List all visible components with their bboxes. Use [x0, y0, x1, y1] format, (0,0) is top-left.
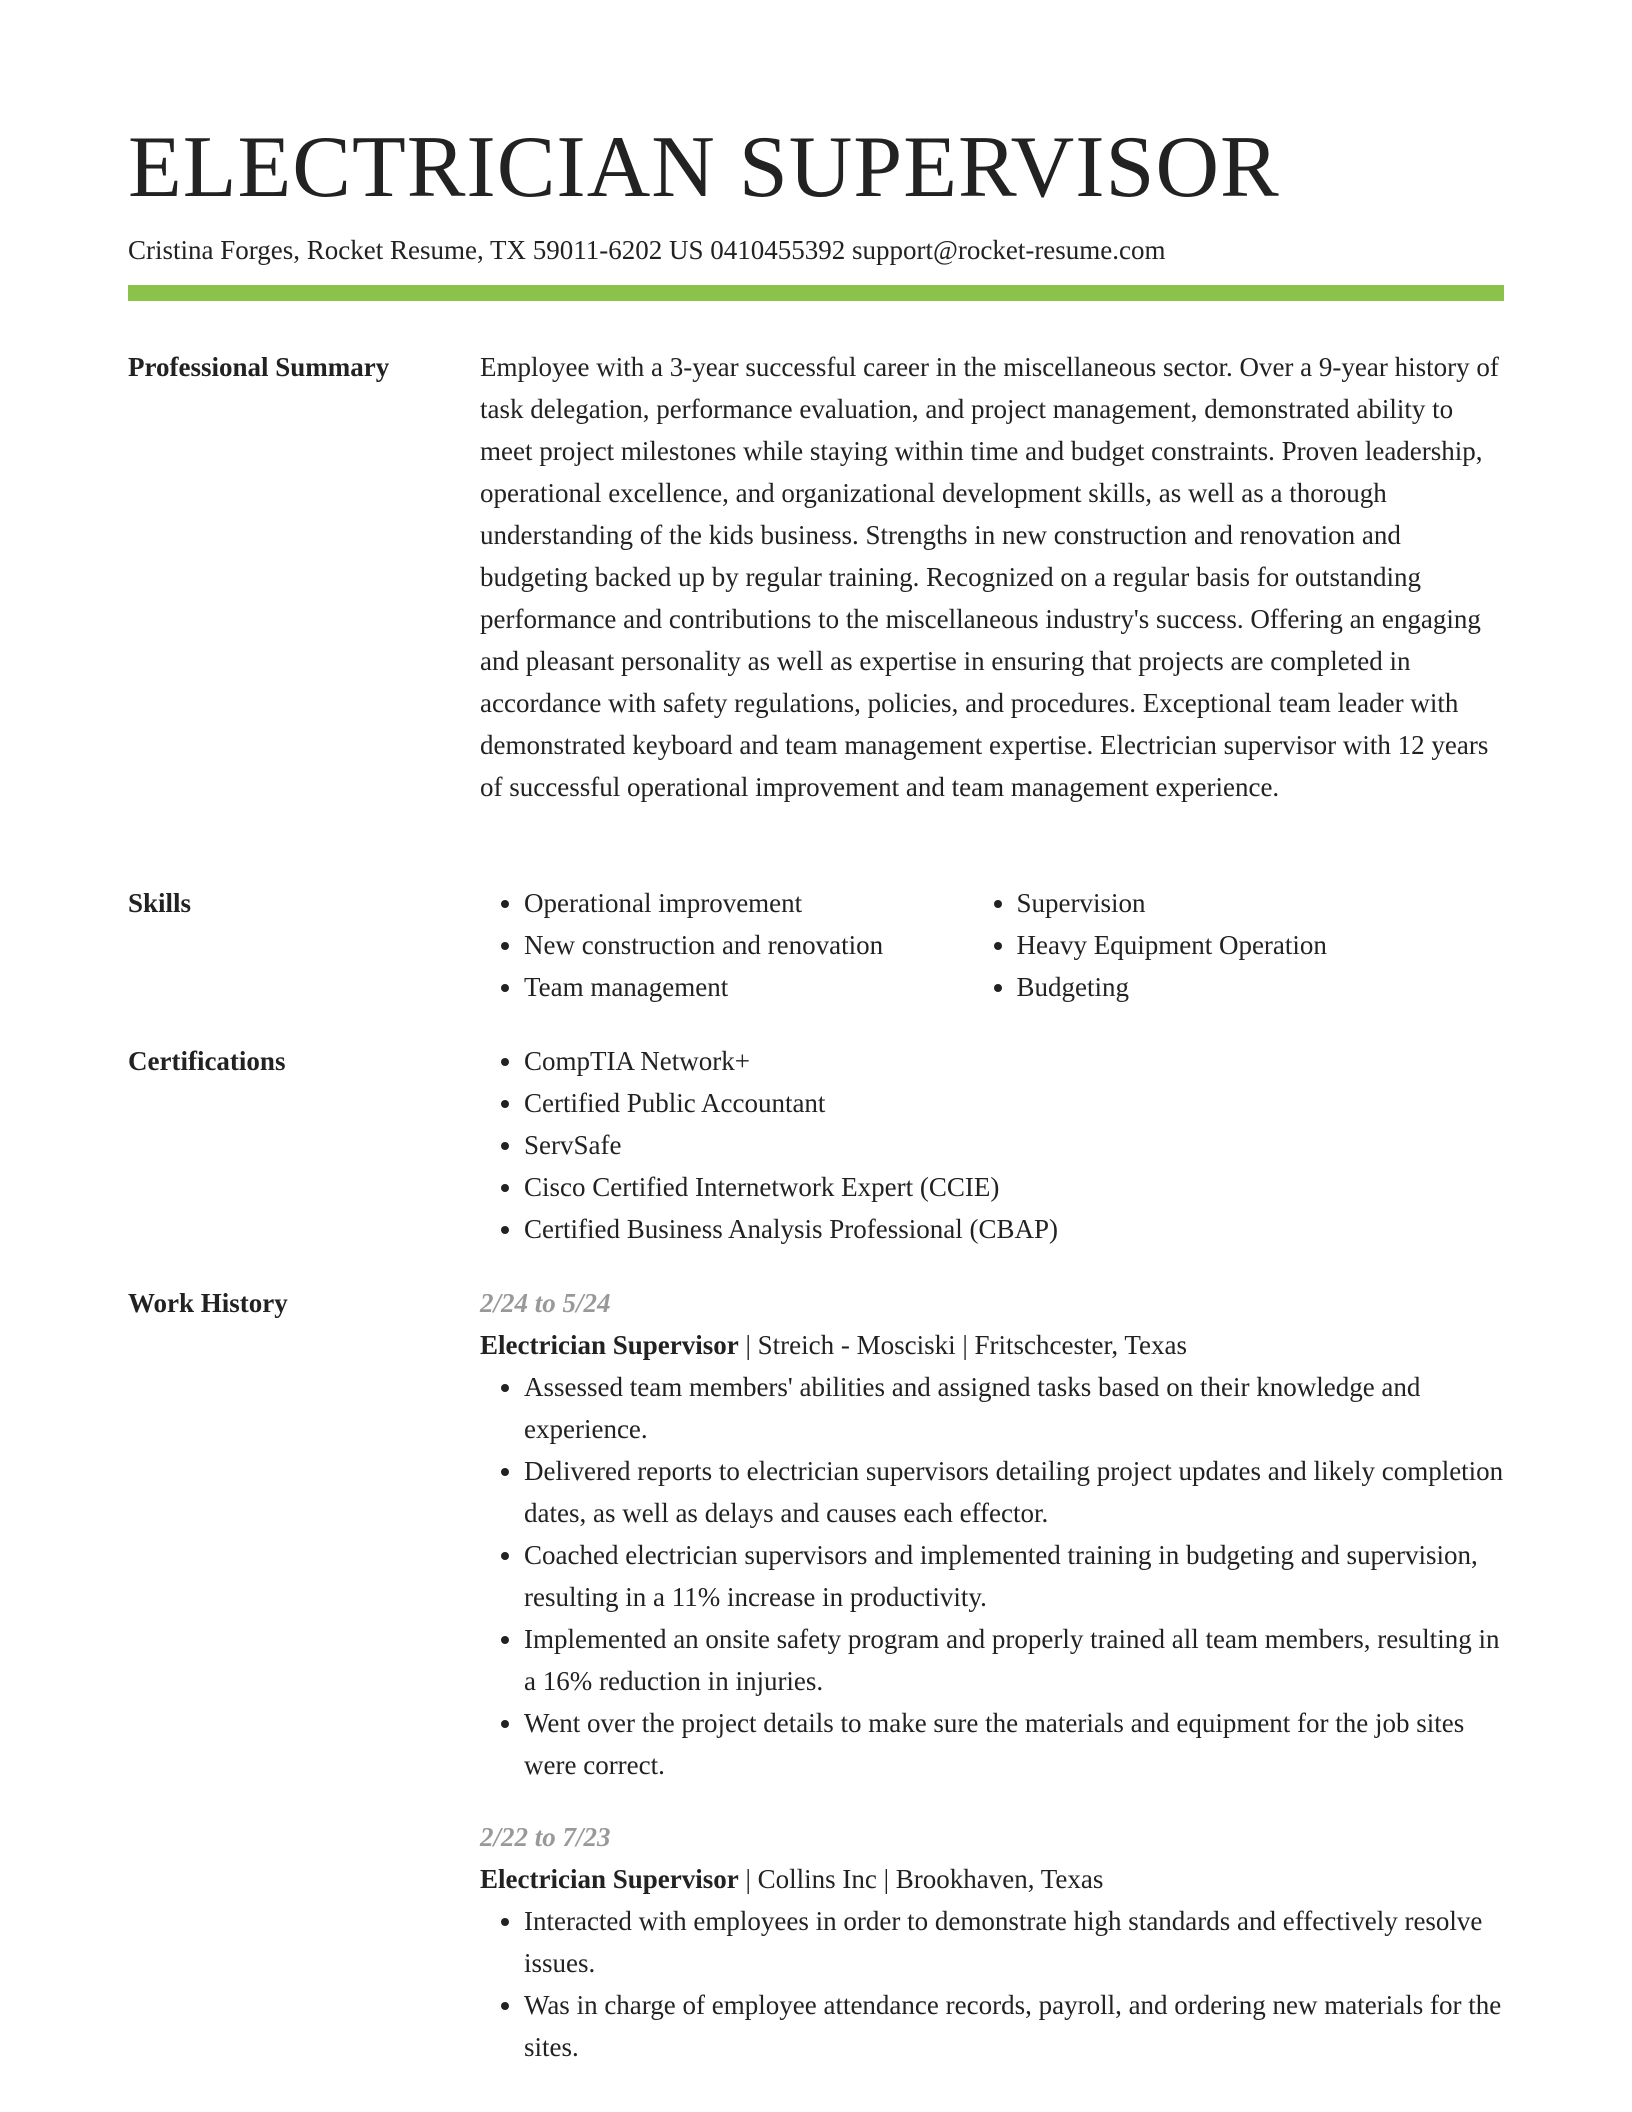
contact-line — [128, 232, 1166, 268]
skill-item: • Budgeting — [1017, 966, 1505, 1008]
job-bullets — [480, 1366, 1504, 1786]
skill-item: • Heavy Equipment Operation — [1017, 924, 1505, 966]
certifications-label: Certifications — [128, 1046, 286, 1076]
job-dates: 2/22 to 7/23 — [480, 1822, 611, 1852]
contact-phone: 0410455392 — [710, 235, 846, 265]
skill-item: • Supervision — [1017, 882, 1505, 924]
summary-text: Employee with a 3-year successful career in the miscellaneous sector. Over a 9-year history of task delegation, performance evaluation, and project management, demonstrated ability to meet project milestones while staying within time and budget constraints. Proven leadership, operational excellence, and organizational development skills, as well as a thorough understanding of the kids business. Strengths in new construction and renovation and budgeting backed up by regular training. Recognized on a regular basis for outstanding performance and contributions to the miscellaneous industry's success. Offering an engaging and pleasant personality as well as expertise in ensuring that projects are completed in accordance with safety regulations, policies, and procedures. Exceptional team leader with demonstrated keyboard and team management expertise. Electrician supervisor with 12 years of successful operational improvement and team management experience. — [480, 352, 1499, 802]
work-history-label: Work History — [128, 1288, 288, 1318]
summary-label: Professional Summary — [128, 352, 390, 382]
job-heading — [480, 1324, 1504, 1366]
header-divider — [128, 285, 1504, 301]
job-bullet: • Interacted with employees in order to demonstrate high standards and effectively resolve issues. — [524, 1900, 1504, 1984]
job-entry — [480, 1282, 1504, 1786]
job-dates: 2/24 to 5/24 — [480, 1288, 611, 1318]
skill-item: • New construction and renovation — [524, 924, 973, 966]
summary-content — [480, 346, 1504, 808]
resume-title: ELECTRICIAN SUPERVISOR — [128, 119, 1280, 216]
job-bullet: • Was in charge of employee attendance records, payroll, and ordering new materials for the sites. — [524, 1984, 1504, 2068]
certifications-content — [480, 1040, 1504, 1250]
job-heading — [480, 1858, 1504, 1900]
job-bullet: • Delivered reports to electrician supervisors detailing project updates and likely completion dates, as well as delays and causes each effector. — [524, 1450, 1504, 1534]
job-bullet: • Went over the project details to make sure the materials and equipment for the job sites were correct. — [524, 1702, 1504, 1786]
certification-item: • CompTIA Network+ — [524, 1040, 1504, 1082]
skills-column-2 — [973, 882, 1505, 1008]
certification-item: • Cisco Certified Internetwork Expert (CCIE) — [524, 1166, 1504, 1208]
skill-item: • Operational improvement — [524, 882, 973, 924]
skill-item: • Team management — [524, 966, 973, 1008]
certifications-list — [480, 1040, 1504, 1250]
job-bullet: • Implemented an onsite safety program and properly trained all team members, resulting in a 16% reduction in injuries. — [524, 1618, 1504, 1702]
skills-label: Skills — [128, 888, 192, 918]
certification-item: • Certified Business Analysis Professional (CBAP) — [524, 1208, 1504, 1250]
job-title: Electrician Supervisor — [480, 1330, 739, 1360]
job-bullets — [480, 1900, 1504, 2068]
certification-item: • Certified Public Accountant — [524, 1082, 1504, 1124]
job-details: | Collins Inc | Brookhaven, Texas — [738, 1864, 1104, 1894]
job-entry — [480, 1816, 1504, 2068]
work-history-content — [480, 1282, 1504, 2068]
job-bullet: • Coached electrician supervisors and implemented training in budgeting and supervision, resulting in a 11% increase in productivity. — [524, 1534, 1504, 1618]
job-title: Electrician Supervisor — [480, 1864, 739, 1894]
skills-column-1 — [480, 882, 973, 1008]
contact-name: Cristina Forges, — [128, 235, 301, 265]
contact-address: Rocket Resume, TX 59011-6202 US — [306, 235, 704, 265]
job-details: | Streich - Mosciski | Fritschcester, Texas — [738, 1330, 1187, 1360]
job-bullet: • Assessed team members' abilities and assigned tasks based on their knowledge and experience. — [524, 1366, 1504, 1450]
skills-content — [480, 882, 1504, 1008]
contact-email: support@rocket-resume.com — [852, 235, 1166, 265]
certification-item: • ServSafe — [524, 1124, 1504, 1166]
